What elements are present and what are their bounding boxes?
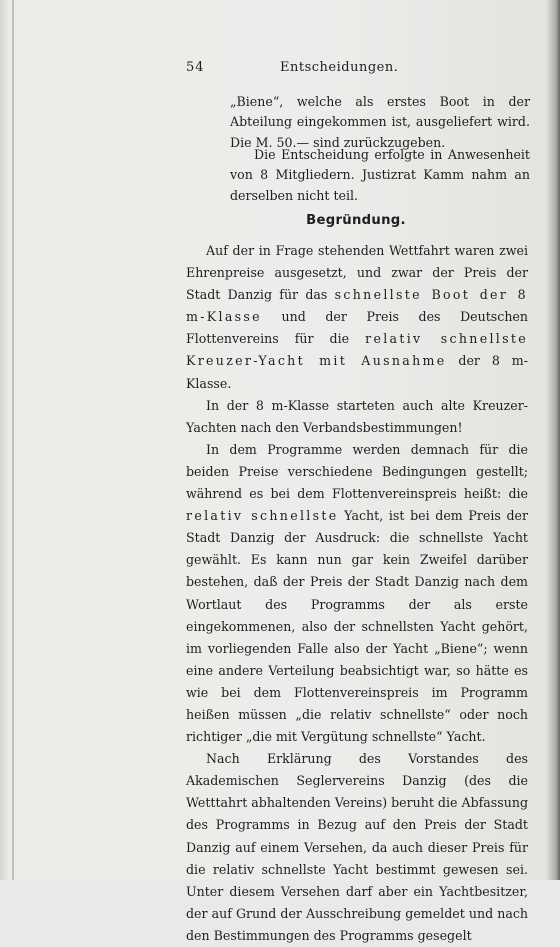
section-heading: Begründung. (306, 213, 406, 228)
p1-text-a: Auf der in Frage stehenden Wettfahrt waren zwei Ehrenpreise ausgesetzt, und zwar der Preis der Stadt Danzig für das (186, 243, 528, 303)
decision-paragraph: Die Entscheidung erfolgte in Anwesenheit von 8 Mitgliedern. Justizrat Kamm nahm an derselben nicht teil. (230, 147, 530, 203)
body-paragraph-1 (186, 240, 528, 395)
p3-text-a: In dem Programme werden demnach für die beiden Preise verschiedene Bedingungen gestellt; während es bei dem Flottenvereinspreis heißt: die (186, 441, 528, 502)
running-title: Entscheidungen. (280, 60, 399, 75)
page-edge-shadow (12, 0, 14, 880)
p3-spaced: relativ schnellste (186, 508, 339, 524)
intro-paragraph: „Biene“, welche als erstes Boot in der Abteilung eingekommen ist, ausgeliefert wird. Die M. 50.— sind zurückzugeben. (230, 94, 530, 150)
page-number: 54 (186, 60, 205, 75)
body-paragraph-2: In der 8 m-Klasse starteten auch alte Kreuzer-Yachten nach den Verbandsbestimmungen! (186, 397, 528, 435)
p1-spaced-a: schnellste Boot der 8 m-Klasse (186, 287, 528, 325)
decision-paragraph-block (230, 145, 530, 206)
p1-text-e: der 8 m-Klasse. (186, 353, 528, 391)
body-paragraph-3 (186, 439, 528, 748)
p1-text-c: und der Preis des Deutschen Flottenvereins für die (186, 309, 528, 347)
page-header (186, 60, 546, 80)
p1-spaced-b: relativ schnellste Kreuzer-Yacht mit Ausnahme (186, 331, 528, 369)
book-spine-shadow (546, 0, 560, 880)
body-paragraph-4: Nach Erklärung des Vorstandes des Akademischen Seglervereins Danzig (des die Wetttahrt abhaltenden Vereins) beruht die Abfassung des Programms in Bezug auf den Preis der Stadt Danzig auf einem Versehen, da auch dieser Preis für die relativ schnellste Yacht bestimmt gewesen sei. Unter diesem Versehen darf aber ein Yachtbesitzer, der auf Grund der Ausschreibung gemeldet und nach den Bestimmungen des Programms gesegelt (186, 751, 529, 943)
p3-text-c: Yacht, ist bei dem Preis der Stadt Danzig der Ausdruck: die schnellste Yacht gewählt. Es kann nun gar kein Zweifel darüber bestehen, daß der Preis der Stadt Danzig nach dem Wortlaut des Programms der als erste eingekommenen, also der schnellsten Yacht gehört, im vorliegenden Falle also der Yacht „Biene“; wenn eine andere Verteilung beabsichtigt war, so hätte es wie bei dem Flottenvereinspreis im Programm heißen müssen „die relativ schnellste“ oder noch richtiger „die mit Vergütung schnellste“ Yacht. (186, 508, 528, 745)
body-text (186, 240, 528, 947)
